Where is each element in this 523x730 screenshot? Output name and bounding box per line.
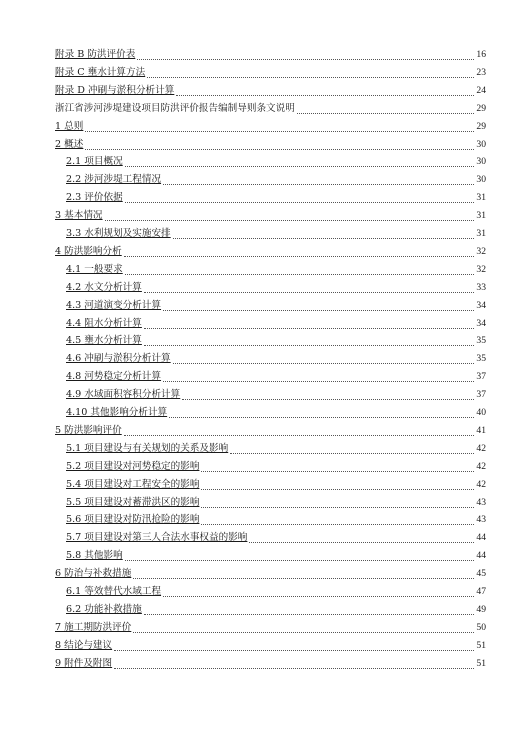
toc-leader-dots — [173, 238, 474, 239]
toc-entry-title[interactable]: 2.1 项目概况 — [66, 156, 123, 168]
toc-page-number: 31 — [476, 192, 486, 204]
toc-entry-title[interactable]: 4.10 其他影响分析计算 — [66, 407, 168, 418]
toc-entry-title[interactable]: 4.2 水文分析计算 — [66, 281, 142, 293]
toc-page-number: 47 — [476, 586, 486, 597]
toc-leader-dots — [144, 614, 474, 615]
toc-entry[interactable] — [0, 317, 523, 332]
toc-entry[interactable] — [0, 513, 523, 528]
toc-leader-dots — [163, 596, 474, 597]
toc-page-number: 49 — [476, 603, 486, 615]
toc-page-number: 45 — [476, 568, 486, 580]
toc-entry-title[interactable]: 3.3 水利规划及实施安排 — [66, 228, 171, 239]
toc-page-number: 16 — [476, 49, 486, 60]
toc-entry[interactable] — [0, 639, 523, 654]
toc-page-number: 30 — [476, 138, 486, 150]
toc-page-number: 34 — [476, 317, 486, 329]
toc-leader-dots — [169, 417, 474, 418]
toc-leader-dots — [163, 184, 474, 185]
toc-page-number: 42 — [476, 460, 486, 472]
toc-entry-title[interactable]: 6.1 等效替代水域工程 — [66, 586, 162, 597]
toc-entry[interactable] — [0, 621, 523, 636]
toc-entry[interactable] — [0, 334, 523, 349]
toc-entry[interactable] — [0, 48, 523, 63]
toc-leader-dots — [163, 381, 474, 382]
toc-entry-title[interactable]: 5.6 项目建设对防汛抢险的影响 — [66, 514, 200, 526]
toc-entry[interactable] — [0, 173, 523, 188]
toc-entry-title[interactable]: 2 概述 — [55, 138, 84, 150]
toc-entry[interactable] — [0, 496, 523, 511]
toc-entry[interactable] — [0, 245, 523, 260]
toc-leader-dots — [147, 77, 474, 78]
toc-page-number: 44 — [476, 550, 486, 562]
toc-entry-title[interactable]: 7 施工期防洪评价 — [55, 621, 132, 633]
toc-entry-title[interactable]: 4.3 河道演变分析计算 — [66, 299, 162, 311]
toc-entry-title[interactable]: 5.4 项目建设对工程安全的影响 — [66, 478, 200, 490]
toc-entry-title[interactable]: 4.1 一般要求 — [66, 263, 123, 275]
toc-entry-title[interactable]: 5 防洪影响评价 — [55, 424, 122, 436]
toc-entry-title[interactable]: 5.5 项目建设对蓄滞洪区的影响 — [66, 496, 200, 508]
toc-entry-title[interactable]: 1 总则 — [55, 120, 84, 132]
toc-leader-dots — [114, 668, 474, 669]
toc-entry[interactable] — [0, 299, 523, 314]
toc-page-number: 50 — [476, 621, 486, 633]
toc-page-number: 35 — [476, 353, 486, 365]
toc-leader-dots — [201, 489, 474, 490]
toc-entry-title[interactable]: 4.9 水域面积容积分析计算 — [66, 389, 181, 401]
toc-leader-dots — [133, 632, 474, 633]
toc-page-number: 34 — [476, 299, 486, 311]
toc-entry-title[interactable]: 5.7 项目建设对第三人合法水事权益的影响 — [66, 532, 248, 544]
toc-entry-title[interactable]: 4.4 阻水分析计算 — [66, 317, 142, 329]
toc-page-number: 30 — [476, 174, 486, 186]
toc-entry-title[interactable]: 8 结论与建议 — [55, 639, 113, 651]
toc-leader-dots — [137, 59, 474, 60]
toc-leader-dots — [125, 560, 474, 561]
toc-page-number: 31 — [476, 228, 486, 239]
toc-page-number: 32 — [476, 245, 486, 257]
toc-leader-dots — [297, 113, 474, 114]
toc-page-number: 23 — [476, 66, 486, 78]
toc-entry[interactable] — [0, 406, 523, 421]
toc-page-number: 35 — [476, 335, 486, 347]
toc-page-number: 43 — [476, 514, 486, 526]
toc-entry[interactable] — [0, 460, 523, 475]
toc-entry[interactable] — [0, 84, 523, 99]
toc-leader-dots — [230, 453, 474, 454]
toc-entry-title[interactable]: 附录 C 壅水计算方法 — [55, 66, 146, 78]
toc-page-number: 29 — [476, 102, 486, 114]
toc-entry[interactable] — [0, 478, 523, 493]
toc-page-number: 51 — [476, 657, 486, 669]
toc-entry-title[interactable]: 4.8 河势稳定分析计算 — [66, 371, 162, 383]
toc-leader-dots — [133, 578, 474, 579]
toc-leader-dots — [144, 328, 474, 329]
toc-leader-dots — [105, 220, 474, 221]
toc-leader-dots — [163, 310, 474, 311]
toc-entry[interactable] — [0, 388, 523, 403]
toc-page-number: 32 — [476, 263, 486, 275]
toc-page-number: 37 — [476, 389, 486, 401]
toc-entry-title[interactable]: 6.2 功能补救措施 — [66, 603, 142, 615]
toc-page-number: 30 — [476, 156, 486, 168]
toc-entry-title[interactable]: 附录 D 冲刷与淤积分析计算 — [55, 84, 175, 96]
toc-leader-dots — [124, 256, 474, 257]
toc-leader-dots — [125, 274, 474, 275]
toc-entry-title[interactable]: 2.3 评价依据 — [66, 192, 123, 204]
toc-page-number: 24 — [476, 84, 486, 96]
toc-leader-dots — [85, 131, 474, 132]
toc-entry[interactable] — [0, 370, 523, 385]
toc-leader-dots — [125, 166, 474, 167]
toc-page-number: 43 — [476, 496, 486, 508]
toc-leader-dots — [176, 95, 474, 96]
toc-entry[interactable] — [0, 138, 523, 153]
toc-entry[interactable] — [0, 102, 523, 117]
toc-leader-dots — [114, 650, 474, 651]
toc-page-number: 40 — [476, 407, 486, 418]
toc-page-number: 29 — [476, 120, 486, 132]
toc-leader-dots — [124, 435, 474, 436]
toc-entry[interactable] — [0, 424, 523, 439]
toc-entry-title[interactable]: 9 附件及附图 — [55, 657, 113, 669]
toc-leader-dots — [201, 507, 474, 508]
toc-leader-dots — [125, 202, 474, 203]
toc-entry-title[interactable]: 6 防治与补救措施 — [55, 568, 132, 580]
toc-leader-dots — [85, 149, 474, 150]
toc-page-number: 37 — [476, 371, 486, 383]
toc-entry[interactable] — [0, 603, 523, 618]
toc-entry-title[interactable]: 2.2 涉河涉堤工程情况 — [66, 174, 162, 186]
toc-entry[interactable] — [0, 191, 523, 206]
toc-leader-dots — [144, 292, 474, 293]
toc-entry[interactable] — [0, 263, 523, 278]
toc-entry-title[interactable]: 浙江省涉河涉堤建设项目防洪评价报告编制导则条文说明 — [55, 102, 295, 114]
toc-entry[interactable] — [0, 66, 523, 81]
toc-page-number: 41 — [476, 424, 486, 436]
toc-entry-title[interactable]: 3 基本情况 — [55, 210, 103, 222]
toc-entry-title[interactable]: 5.1 项目建设与有关规划的关系及影响 — [66, 442, 229, 454]
toc-entry[interactable] — [0, 549, 523, 564]
toc-entry-title[interactable]: 附录 B 防洪评价表 — [55, 49, 136, 60]
toc-page-number: 33 — [476, 281, 486, 293]
toc-page-number: 51 — [476, 639, 486, 651]
toc-entry[interactable] — [0, 352, 523, 367]
toc-leader-dots — [173, 363, 474, 364]
toc-entry[interactable] — [0, 227, 523, 242]
toc-entry-title[interactable]: 4.6 冲刷与淤积分析计算 — [66, 353, 171, 365]
toc-leader-dots — [144, 345, 474, 346]
toc-entry-title[interactable]: 4.5 壅水分析计算 — [66, 335, 142, 347]
toc-entry[interactable] — [0, 657, 523, 672]
toc-page-number: 42 — [476, 442, 486, 454]
toc-entry[interactable] — [0, 531, 523, 546]
toc-entry[interactable] — [0, 209, 523, 224]
toc-leader-dots — [249, 542, 474, 543]
toc-entry[interactable] — [0, 442, 523, 457]
toc-entry[interactable] — [0, 120, 523, 135]
toc-page-number: 31 — [476, 210, 486, 222]
toc-leader-dots — [201, 524, 474, 525]
toc-entry[interactable] — [0, 567, 523, 582]
toc-leader-dots — [182, 399, 474, 400]
toc-leader-dots — [201, 471, 474, 472]
toc-entry[interactable] — [0, 585, 523, 600]
toc-entry[interactable] — [0, 281, 523, 296]
toc-entry[interactable] — [0, 155, 523, 170]
toc-entry-title[interactable]: 5.2 项目建设对河势稳定的影响 — [66, 460, 200, 472]
toc-page-number: 44 — [476, 532, 486, 544]
toc-page-number: 42 — [476, 478, 486, 490]
toc-entry-title[interactable]: 5.8 其他影响 — [66, 550, 123, 562]
toc-entry-title[interactable]: 4 防洪影响分析 — [55, 245, 122, 257]
